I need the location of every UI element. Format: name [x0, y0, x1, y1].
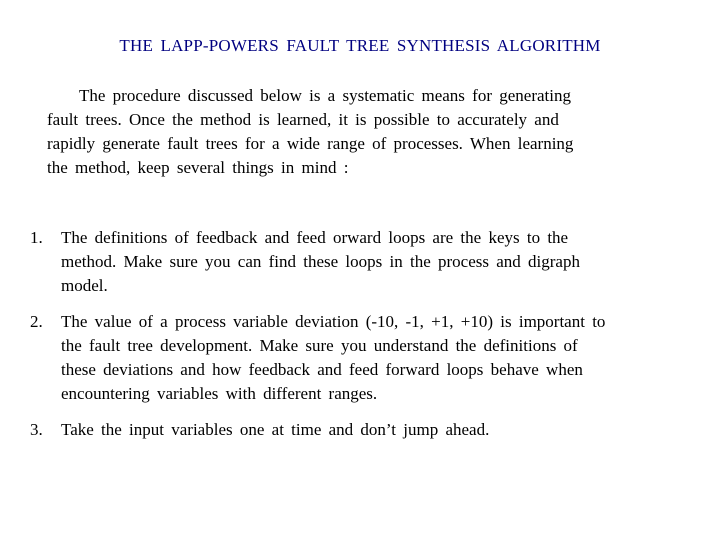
list-item-line: Take the input variables one at time and don’t jump ahead.: [61, 420, 490, 439]
intro-paragraph: [47, 84, 687, 180]
list-item-number: 1.: [30, 228, 43, 247]
page-title: THE LAPP-POWERS FAULT TREE SYNTHESIS ALGORITHM: [119, 36, 601, 55]
list-item-text: [61, 310, 701, 406]
list-item-number: 2.: [30, 312, 43, 331]
list-item-text: [61, 418, 701, 442]
intro-line: fault trees. Once the method is learned, it is possible to accurately and: [47, 110, 559, 129]
list-item-line: these deviations and how feedback and feed forward loops behave when: [61, 360, 583, 379]
intro-line: rapidly generate fault trees for a wide range of processes. When learning: [47, 134, 574, 153]
list-item-text: [61, 226, 701, 298]
list-item-line: method. Make sure you can find these loops in the process and digraph: [61, 252, 580, 271]
intro-line: the method, keep several things in mind :: [47, 158, 349, 177]
intro-line: The procedure discussed below is a systematic means for generating: [79, 86, 571, 105]
list-item-line: encountering variables with different ranges.: [61, 384, 378, 403]
list-item-number: 3.: [30, 420, 43, 439]
list-item-line: the fault tree development. Make sure you understand the definitions of: [61, 336, 578, 355]
list-item-line: model.: [61, 276, 108, 295]
list-item-line: The definitions of feedback and feed orward loops are the keys to the: [61, 228, 569, 247]
list-item-line: The value of a process variable deviation (-10, -1, +1, +10) is important to: [61, 312, 606, 331]
